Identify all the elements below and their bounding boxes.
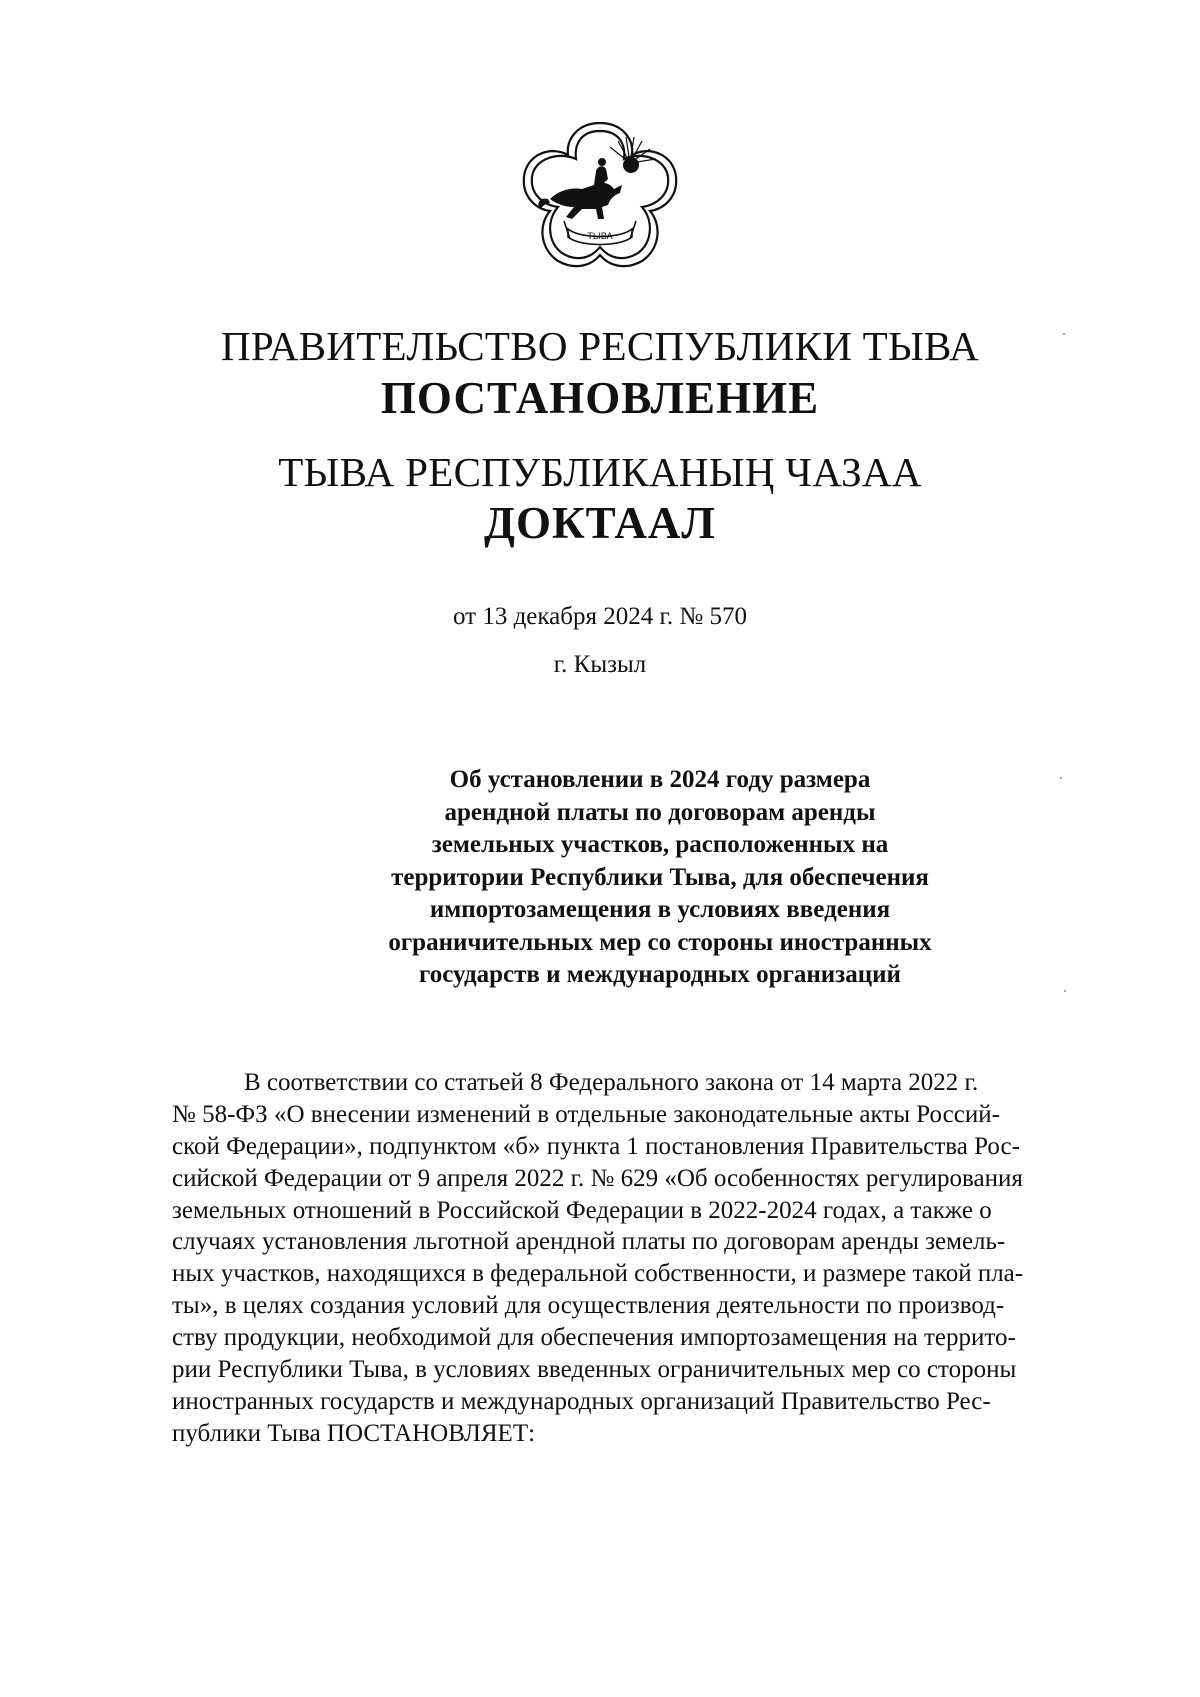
- title-line: арендной платы по договорам аренды: [444, 798, 876, 826]
- government-name-tyv: ТЫВА РЕСПУБЛИКАНЫҢ ЧАЗАА: [278, 449, 922, 495]
- body-line: случаях установления льготной арендной платы по договорам аренды земель-: [172, 1228, 1006, 1256]
- body-line: ской Федерации», подпунктом «б» пункта 1 постановления Правительства Рос-: [172, 1132, 1020, 1160]
- scan-speck: [1063, 333, 1065, 335]
- body-line: публики Тыва ПОСТАНОВЛЯЕТ:: [172, 1419, 536, 1447]
- body-line: ству продукции, необходимой для обеспечения импортозамещения на террито-: [172, 1324, 1016, 1352]
- document-type-tyv: ДОКТААЛ: [484, 498, 716, 548]
- title-line: Об установлении в 2024 году размера: [449, 766, 871, 793]
- body-line: иностранных государств и международных организаций Правительство Рес-: [172, 1387, 991, 1415]
- body-line: ных участков, находящихся в федеральной собственности, и размере такой пла-: [172, 1260, 1024, 1288]
- body-line: ты», в целях создания условий для осуществления деятельности по производ-: [172, 1292, 1005, 1320]
- title-line: земельных участков, расположенных на: [431, 831, 889, 858]
- title-line: ограничительных мер со стороны иностранных: [388, 928, 932, 956]
- city: г. Кызыл: [553, 651, 647, 678]
- body-line: В соответствии со статьей 8 Федерального закона от 14 марта 2022 г.: [244, 1069, 979, 1096]
- document-title: [340, 764, 980, 992]
- title-line: территории Республики Тыва, для обеспечения: [391, 863, 929, 891]
- title-line: государств и международных организаций: [419, 961, 901, 988]
- body-line: рии Республики Тыва, в условиях введенных ограничительных мер со стороны: [172, 1356, 1017, 1384]
- body-line: сийской Федерации от 9 апреля 2022 г. № 629 «Об особенностях регулирования: [172, 1164, 1023, 1192]
- scan-speck: [1064, 990, 1066, 992]
- body-line: земельных отношений в Российской Федерации в 2022-2024 годах, а также о: [172, 1196, 992, 1224]
- date-and-number: от 13 декабря 2024 г. № 570: [452, 603, 748, 630]
- svg-text:ТЫВА: ТЫВА: [587, 231, 613, 241]
- scan-speck: [1060, 777, 1062, 779]
- preamble-paragraph: [172, 1067, 1024, 1450]
- title-line: импортозамещения в условиях введения: [429, 896, 891, 923]
- government-name-ru: ПРАВИТЕЛЬСТВО РЕСПУБЛИКИ ТЫВА: [220, 323, 980, 369]
- tuva-coat-of-arms-icon: [510, 115, 690, 285]
- body-line: № 58-ФЗ «О внесении изменений в отдельные законодательные акты Россий-: [172, 1100, 1000, 1128]
- document-type-ru: ПОСТАНОВЛЕНИЕ: [380, 373, 820, 423]
